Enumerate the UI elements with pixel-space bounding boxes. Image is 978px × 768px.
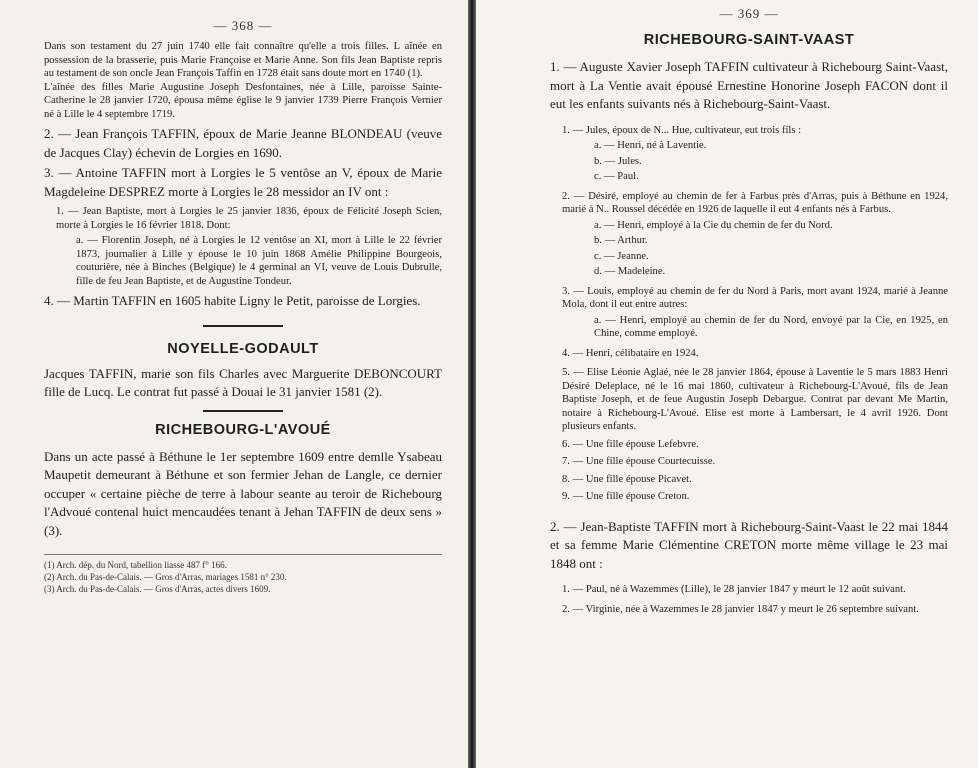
footnote: (2) Arch. du Pas-de-Calais. — Gros d'Arras, mariages 1581 n° 230. bbox=[44, 572, 287, 582]
genealogy-subentry: a. — Henri, employé à la Cie du chemin de fer du Nord. bbox=[594, 219, 833, 231]
genealogy-subentry: 3. — Louis, employé au chemin de fer du Nord à Paris, mort avant 1924, marié à Jeanne Mola, dont il eut entre autres: bbox=[562, 285, 948, 310]
section-heading: NOYELLE-GODAULT bbox=[167, 340, 319, 357]
genealogy-subentry: a. — Henri, né à Laventie. bbox=[594, 140, 707, 151]
genealogy-subentry: 6. — Une fille épouse Lefebvre. bbox=[562, 438, 699, 450]
genealogy-subentry: 7. — Une fille épouse Courtecuisse. bbox=[562, 456, 716, 467]
footnote-divider bbox=[44, 554, 442, 555]
genealogy-entry: 1. — Auguste Xavier Joseph TAFFIN cultivateur à Richebourg Saint-Vaast, mort à La Ventie avait épousé Ernestine Honorine Joseph FACON dont il eut les enfants suivants nés à Richebourg-Saint-Vaast. bbox=[550, 59, 948, 111]
footnote: (1) Arch. dép. du Nord, tabellion liasse 487 f° 166. bbox=[44, 560, 227, 570]
genealogy-subentry: b. — Jules. bbox=[594, 155, 642, 167]
genealogy-subentry: 8. — Une fille épouse Picavet. bbox=[562, 473, 692, 485]
genealogy-subentry: a. — Henri, employé au chemin de fer du Nord, envoyé par la Cie, en 1925, en Chine, comme employé. bbox=[594, 314, 948, 339]
right-page bbox=[476, 0, 978, 768]
genealogy-subentry: 1. — Jean Baptiste, mort à Lorgies le 25 janvier 1836, époux de Félicité Joseph Scien, morte à Lorgies le 16 février 1818. Dont: bbox=[56, 206, 442, 231]
genealogy-subentry: b. — Arthur. bbox=[594, 235, 648, 246]
section-heading: RICHEBOURG-SAINT-VAAST bbox=[643, 32, 855, 48]
genealogy-subentry: d. — Madeleine. bbox=[594, 266, 666, 277]
paragraph: Jacques TAFFIN, marie son fils Charles avec Marguerite DEBONCOURT fille de Lucq. Le contrat fut passé à Douai le 31 janvier 1581 (2). bbox=[44, 365, 442, 399]
genealogy-entry: 3. — Antoine TAFFIN mort à Lorgies le 5 ventôse an V, époux de Marie Magdeleine DESPREZ morte à Lorgies le 28 messidor an IV ont : bbox=[44, 165, 442, 199]
footnote: (3) Arch. du Pas-de-Calais. — Gros d'Arras, actes divers 1609. bbox=[44, 584, 271, 594]
genealogy-subentry: c. — Jeanne. bbox=[594, 250, 649, 262]
paragraph: L'aînée des filles Marie Augustine Joseph Desfontaines, née à Lille, paroisse Sainte-Catherine le 28 janvier 1720, épousa même église le 9 janvier 1739 Pierre François Vernier né à Lille le 4 septembre 1719. bbox=[44, 81, 442, 120]
section-heading: RICHEBOURG-L'AVOUÉ bbox=[155, 421, 331, 438]
paragraph: Dans un acte passé à Béthune le 1er septembre 1609 entre demlle Ysabeau Maupetit demeurant à Béthune et son fermier Jehan de Langle, ce dernier occuper « certaine pièche de terre à labour seante au teroir de Richebourg l'Advoué contenal huict mencaudées tenant à Jehan TAFFIN de deux sens » (3). bbox=[44, 448, 442, 538]
section-divider bbox=[203, 325, 283, 327]
genealogy-entry: 4. — Martin TAFFIN en 1605 habite Ligny le Petit, paroisse de Lorgies. bbox=[44, 293, 421, 308]
section-divider bbox=[203, 410, 283, 412]
genealogy-subentry: c. — Paul. bbox=[594, 171, 639, 182]
genealogy-entry: 2. — Jean-Baptiste TAFFIN mort à Richebourg-Saint-Vaast le 22 mai 1844 et sa femme Marie Clémentine CRETON morte même village le 23 mai 1848 ont : bbox=[550, 518, 948, 571]
genealogy-subentry: 2. — Virginie, née à Wazemmes le 28 janvier 1847 y meurt le 26 septembre suivant. bbox=[562, 603, 919, 615]
left-page bbox=[0, 0, 468, 768]
page-number: — 369 — bbox=[719, 6, 779, 21]
genealogy-subentry: 5. — Elise Léonie Aglaé, née le 28 janvier 1864, épouse à Laventie le 5 mars 1883 Henri Désiré Deleplace, né le 16 mai 1860, cultivateur à Richebourg-L'Avoué, fils de Jean Baptiste Joseph, et de feue Augustin Joseph Debargue. Contrat par devant Me Martin, notaire à Richebourg-L'Avoué. Elise est morte à Lambersart, le 4 avril 1926. Dont plusieurs enfants. bbox=[562, 367, 948, 432]
genealogy-subentry: 1. — Jules, époux de N... Hue, cultivateur, eut trois fils : bbox=[562, 124, 802, 136]
genealogy-subentry: a. — Florentin Joseph, né à Lorgies le 12 ventôse an XI, mort à Lille le 22 février 1873, journalier à Lille y épouse le 10 juin 1868 Amélie Philippine Bourgeois, couturière, née à Binches (Belgique) le 4 germinal an VI, veuve de Louis Dubrulle, fille de feu Jean Baptiste, et de Augustine Tondeur. bbox=[76, 235, 442, 287]
genealogy-subentry: 4. — Henri, célibataire en 1924. bbox=[562, 347, 699, 359]
paragraph: Dans son testament du 27 juin 1740 elle fait connaître qu'elle a trois filles. L aînée en possession de la brasserie, puis Marie Françoise et Marie Anne. Son fils Jean Baptiste repris au testament de son oncle Jean François Taffin en 1728 était sans doute mort en 1740 (1). bbox=[44, 41, 442, 79]
genealogy-subentry: 1. — Paul, né à Wazemmes (Lille), le 28 janvier 1847 y meurt le 12 août suivant. bbox=[562, 584, 906, 595]
genealogy-entry: 2. — Jean François TAFFIN, époux de Marie Jeanne BLONDEAU (veuve de Jacques Clay) échevin de Lorgies en 1690. bbox=[44, 126, 442, 160]
genealogy-subentry: 9. — Une fille épouse Creton. bbox=[562, 491, 690, 502]
page-number: — 368 — bbox=[213, 18, 273, 33]
genealogy-subentry: 2. — Désiré, employé au chemin de fer à Farbus près d'Arras, puis à Béthune en 1924, marié à N.. Roussel décédée en 1926 de laquelle il eut 4 enfants nés à Farbus. bbox=[562, 190, 948, 215]
